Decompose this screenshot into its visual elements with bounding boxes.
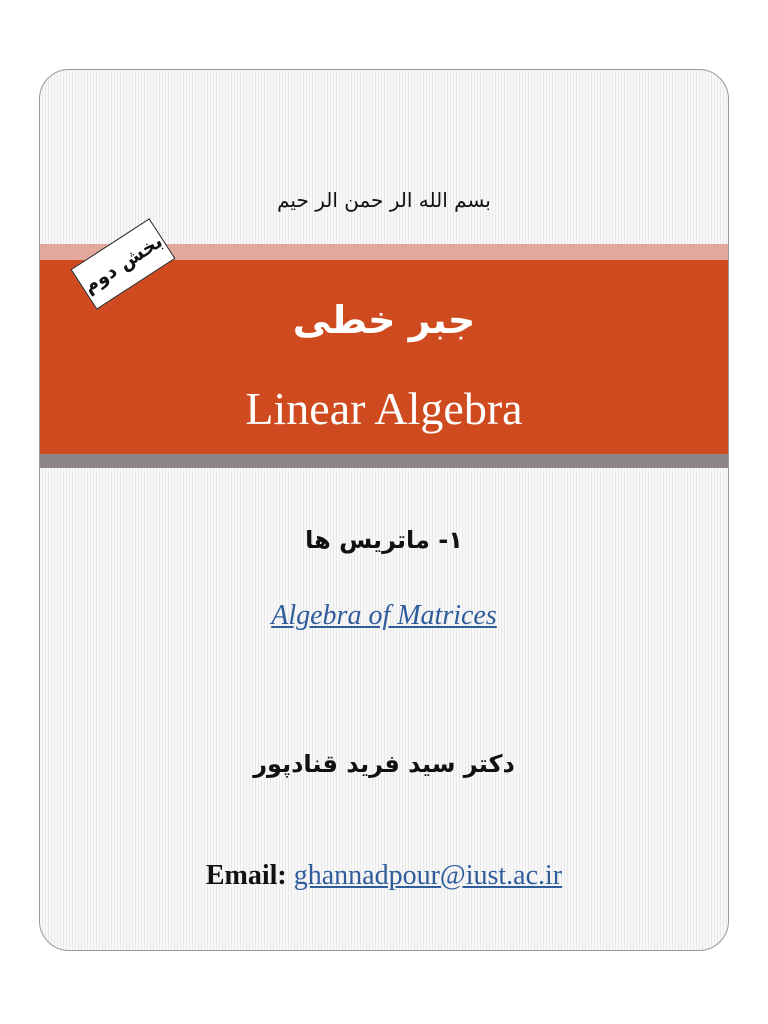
author-name: دکتر سید فرید قنادپور: [253, 750, 515, 778]
part-stamp-label: بخش دوم: [79, 230, 167, 298]
email-row: [40, 860, 728, 892]
title-persian: جبر خطی: [292, 298, 476, 342]
email-link[interactable]: ghannadpour@iust.ac.ir: [293, 860, 563, 891]
title-slide: [39, 69, 729, 951]
section-title-english[interactable]: Algebra of Matrices: [271, 600, 497, 631]
title-english: Linear Algebra: [245, 383, 523, 434]
email-label: Email:: [205, 860, 287, 891]
band-bottom-stripe: [40, 454, 728, 468]
section-title-persian: ۱- ماتریس ها: [305, 526, 463, 554]
basmala-text: بسم الله الر حمن الر حیم: [277, 188, 491, 212]
